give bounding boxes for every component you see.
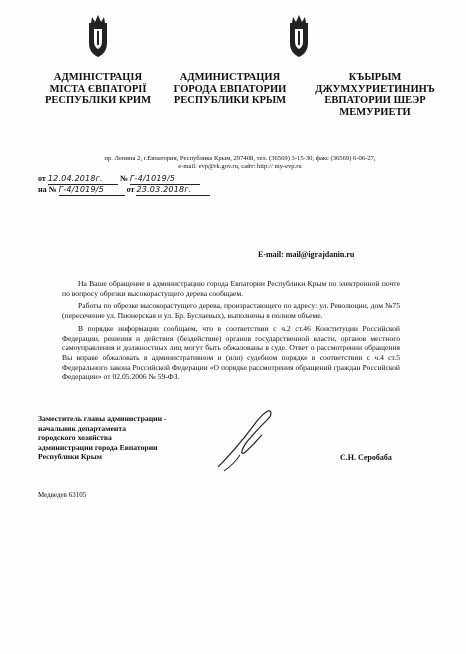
position-line: Республики Крым [38,452,102,462]
reply-date: 23.03.2018г. [136,185,210,196]
header-line: МІСТА ЄВПАТОРІЇ [49,83,147,95]
position-line: администрации города Евпатории [38,442,158,452]
header-line: РЕСПУБЛИКИ КРЫМ [173,95,287,106]
reply-number-label: на № [38,185,57,194]
header-crimean-tatar [300,72,450,118]
signatory-name: С.Н. Серобаба [340,453,392,462]
body-paragraph: Работы по обрезке высокорастущего дерева, произрастающего по адресу: ул. Революции, дом №75 (пересечение ул. Пионерская и ул. Бр. Буслаевых), выполнены в полном объеме. [62,301,400,321]
number-label: № [119,174,128,183]
reply-number: Г-4/1019/5 [59,185,125,196]
position-line: городского хозяйства [38,433,112,443]
header-line: АДМІНІСТРАЦІЯ [53,72,143,83]
header-line: АДМИНИСТРАЦИЯ [179,72,281,83]
outgoing-registration [38,174,200,185]
contact-address [70,155,410,171]
reply-from-label: от [126,185,135,194]
header-line: ГОРОДА ЕВПАТОРИИ [173,83,287,95]
handwritten-signature [210,405,280,475]
body-paragraph: В порядке информации сообщаем, что в соответствии с ч.2 ст.46 Конституции Российской Федерации, решения и действия (бездействие) органов государственной власти, органов местного самоуправления и должностных лиц могут быть обжалованы в суде. Ответ о рассмотрении обращения Вы вправе обжаловать в административном и (или) судебном порядке в соответствии с ч.4 ст.5 Федерального закона Российской Федерации «О порядке рассмотрения обращений граждан Российской Федерации» от 02.05.2006 № 59-ФЗ. [62,323,400,382]
header-line: ДЖУМХУРИЕТИНИНЪ [315,83,435,95]
header-line: МЕМУРИЕТИ [339,106,411,118]
incoming-reference [38,185,210,196]
header-line: КЪЫРЫМ [348,72,402,83]
recipient-email: E-mail: mail@igrajdanin.ru [258,250,355,259]
header-ukrainian [28,72,168,107]
header-line: ЕВПАТОРИИ ШЕЭР [324,95,426,106]
position-line: Заместитель главы администрации - [38,414,167,423]
position-line: начальник департамента [38,423,127,433]
signatory-position [38,414,167,462]
outgoing-number: Г-4/1019/5 [130,174,200,185]
outgoing-date: 12.04.2018г. [48,174,118,185]
header-russian [160,72,300,107]
address-line: e-mail: evp@rk.gov.ru, сайт: http:// my-evp.ru [178,163,302,170]
body-paragraph: На Ваше обращение в администрацию города Евпатории Республики Крым по электронной почте по вопросу обрезки высокорастущего дерева сообщаем. [62,279,400,298]
city-crest-icon [284,13,314,59]
city-crest-icon [83,13,113,59]
header-line: РЕСПУБЛІКИ КРИМ [45,95,151,106]
from-label: от [38,174,46,183]
letter-body [62,279,400,385]
address-line: пр. Ленина 2, г.Евпатория, Республика Крым, 297408, тел. (36569) 3-15-30, факс (36569) 6-06-27, [104,155,376,162]
executor-note: Медведев 63105 [38,491,87,499]
